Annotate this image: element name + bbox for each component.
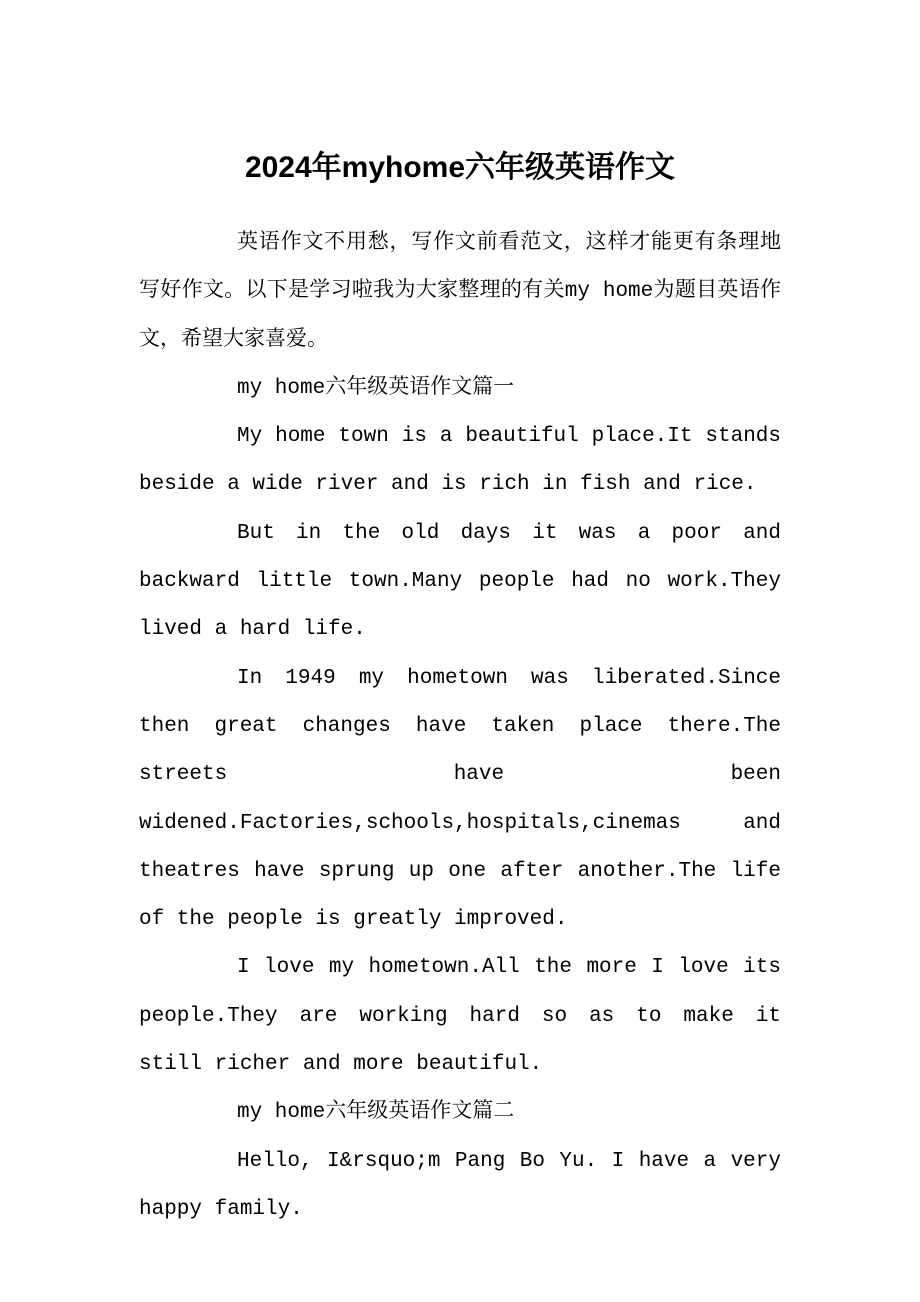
intro-paragraph: 英语作文不用愁，写作文前看范文，这样才能更有条理地写好作文。以下是学习啦我为大家整理的有关my home为题目英语作文，希望大家喜爱。 bbox=[139, 232, 781, 352]
essay1-paragraph-1: My home town is a beautiful place.It stands beside a wide river and is rich in fish and rice. bbox=[139, 425, 781, 497]
essay2-paragraph-1: Hello, I&rsquo;m Pang Bo Yu. I have a very happy family. bbox=[139, 1149, 781, 1221]
essay1-paragraph-4: I love my hometown.All the more I love its people.They are working hard so as to make it still richer and more beautiful. bbox=[139, 956, 781, 1077]
essay1-paragraph-3: In 1949 my hometown was liberated.Since then great changes have taken place there.The streets have been widened.Factories,schools,hospitals,cinemas and theatres have sprung up one after another.The life of the people is greatly improved. bbox=[139, 666, 781, 932]
document-title: 2024年myhome六年级英语作文 bbox=[244, 151, 676, 184]
section-heading-1: my home六年级英语作文篇一 bbox=[237, 376, 515, 400]
essay1-paragraph-2: But in the old days it was a poor and backward little town.Many people had no work.They lived a hard life. bbox=[139, 521, 781, 642]
document-body bbox=[139, 220, 781, 1234]
section-heading-2: my home六年级英语作文篇二 bbox=[237, 1101, 515, 1125]
